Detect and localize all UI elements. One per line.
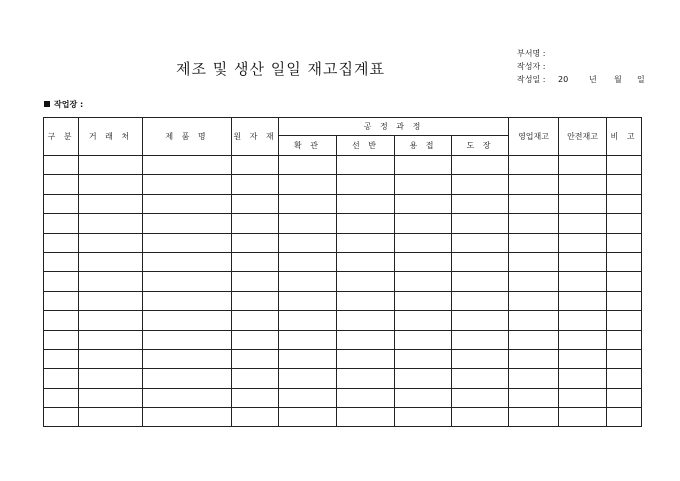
- table-cell[interactable]: [44, 233, 79, 252]
- table-cell[interactable]: [143, 272, 232, 291]
- table-row: [44, 349, 642, 368]
- table-cell[interactable]: [44, 194, 79, 213]
- table-cell[interactable]: [143, 330, 232, 349]
- table-cell[interactable]: [559, 291, 607, 310]
- table-cell[interactable]: [79, 233, 143, 252]
- table-cell[interactable]: [44, 272, 79, 291]
- table-cell[interactable]: [607, 408, 642, 427]
- table-cell[interactable]: [232, 214, 279, 233]
- table-row: [44, 233, 642, 252]
- table-cell[interactable]: [452, 349, 509, 368]
- table-cell[interactable]: [232, 408, 279, 427]
- table-cell[interactable]: [44, 311, 79, 330]
- table-cell[interactable]: [452, 311, 509, 330]
- table-cell[interactable]: [337, 156, 395, 175]
- table-cell[interactable]: [337, 349, 395, 368]
- table-cell[interactable]: [395, 175, 452, 194]
- table-cell[interactable]: [79, 291, 143, 310]
- table-cell[interactable]: [509, 272, 559, 291]
- table-cell[interactable]: [44, 156, 79, 175]
- table-cell[interactable]: [279, 214, 337, 233]
- table-cell[interactable]: [279, 272, 337, 291]
- table-cell[interactable]: [279, 252, 337, 271]
- table-cell[interactable]: [452, 194, 509, 213]
- header-painting: 도 장: [452, 136, 509, 156]
- header-welding: 용 접: [395, 136, 452, 156]
- table-cell[interactable]: [44, 349, 79, 368]
- table-cell[interactable]: [509, 330, 559, 349]
- table-cell[interactable]: [395, 233, 452, 252]
- table-cell[interactable]: [395, 330, 452, 349]
- table-cell[interactable]: [337, 233, 395, 252]
- table-cell[interactable]: [44, 330, 79, 349]
- table-cell[interactable]: [79, 272, 143, 291]
- table-cell[interactable]: [232, 272, 279, 291]
- table-cell[interactable]: [279, 291, 337, 310]
- header-material: 원 자 재: [232, 118, 279, 156]
- inventory-table: [43, 117, 642, 427]
- table-cell[interactable]: [44, 388, 79, 407]
- table-cell[interactable]: [395, 194, 452, 213]
- table-cell[interactable]: [559, 233, 607, 252]
- table-cell[interactable]: [44, 369, 79, 388]
- table-cell[interactable]: [79, 330, 143, 349]
- table-cell[interactable]: [232, 175, 279, 194]
- table-cell[interactable]: [509, 349, 559, 368]
- table-cell[interactable]: [452, 252, 509, 271]
- table-cell[interactable]: [559, 408, 607, 427]
- table-cell[interactable]: [395, 408, 452, 427]
- table-cell[interactable]: [44, 214, 79, 233]
- table-cell[interactable]: [607, 194, 642, 213]
- table-cell[interactable]: [509, 233, 559, 252]
- table-cell[interactable]: [559, 272, 607, 291]
- table-row: [44, 252, 642, 271]
- table-cell[interactable]: [279, 408, 337, 427]
- table-cell[interactable]: [509, 369, 559, 388]
- table-cell[interactable]: [143, 233, 232, 252]
- table-cell[interactable]: [607, 272, 642, 291]
- table-cell[interactable]: [232, 291, 279, 310]
- table-cell[interactable]: [337, 388, 395, 407]
- table-cell[interactable]: [79, 349, 143, 368]
- table-cell[interactable]: [509, 291, 559, 310]
- table-cell[interactable]: [607, 291, 642, 310]
- table-cell[interactable]: [279, 388, 337, 407]
- table-row: [44, 291, 642, 310]
- table-cell[interactable]: [143, 175, 232, 194]
- table-cell[interactable]: [79, 156, 143, 175]
- table-cell[interactable]: [607, 156, 642, 175]
- table-cell[interactable]: [509, 388, 559, 407]
- table-row: [44, 369, 642, 388]
- table-cell[interactable]: [79, 214, 143, 233]
- table-cell[interactable]: [337, 369, 395, 388]
- table-cell[interactable]: [337, 175, 395, 194]
- header-client: 거 래 처: [79, 118, 143, 156]
- table-cell[interactable]: [337, 252, 395, 271]
- table-cell[interactable]: [607, 252, 642, 271]
- table-cell[interactable]: [607, 349, 642, 368]
- table-cell[interactable]: [44, 175, 79, 194]
- table-cell[interactable]: [279, 194, 337, 213]
- table-cell[interactable]: [337, 214, 395, 233]
- table-cell[interactable]: [559, 175, 607, 194]
- header-remarks: 비 고: [607, 118, 642, 156]
- table-row: [44, 156, 642, 175]
- table-cell[interactable]: [559, 252, 607, 271]
- table-cell[interactable]: [395, 349, 452, 368]
- date-year-unit: 년: [589, 75, 597, 84]
- table-cell[interactable]: [337, 408, 395, 427]
- table-cell[interactable]: [279, 330, 337, 349]
- table-cell[interactable]: [559, 349, 607, 368]
- table-cell[interactable]: [395, 311, 452, 330]
- table-cell[interactable]: [559, 156, 607, 175]
- header-expansion: 확 관: [279, 136, 337, 156]
- table-cell[interactable]: [395, 214, 452, 233]
- table-cell[interactable]: [232, 156, 279, 175]
- table-cell[interactable]: [509, 175, 559, 194]
- table-cell[interactable]: [79, 252, 143, 271]
- table-cell[interactable]: [337, 272, 395, 291]
- table-cell[interactable]: [79, 194, 143, 213]
- table-row: [44, 272, 642, 291]
- table-cell[interactable]: [452, 156, 509, 175]
- table-cell[interactable]: [232, 388, 279, 407]
- table-cell[interactable]: [44, 291, 79, 310]
- table-cell[interactable]: [395, 388, 452, 407]
- table-cell[interactable]: [559, 311, 607, 330]
- table-cell[interactable]: [607, 388, 642, 407]
- table-row: [44, 408, 642, 427]
- table-cell[interactable]: [452, 291, 509, 310]
- square-bullet-icon: [44, 101, 50, 107]
- table-cell[interactable]: [143, 388, 232, 407]
- table-cell[interactable]: [607, 214, 642, 233]
- table-cell[interactable]: [452, 369, 509, 388]
- header-lathe: 선 반: [337, 136, 395, 156]
- table-cell[interactable]: [79, 369, 143, 388]
- table-cell[interactable]: [452, 330, 509, 349]
- table-cell[interactable]: [79, 388, 143, 407]
- table-cell[interactable]: [559, 214, 607, 233]
- table-cell[interactable]: [452, 214, 509, 233]
- table-cell[interactable]: [509, 311, 559, 330]
- table-cell[interactable]: [559, 194, 607, 213]
- table-cell[interactable]: [44, 252, 79, 271]
- table-cell[interactable]: [79, 408, 143, 427]
- table-cell[interactable]: [337, 311, 395, 330]
- author-label: 작성자 :: [517, 62, 546, 71]
- table-cell[interactable]: [452, 175, 509, 194]
- table-cell[interactable]: [509, 252, 559, 271]
- table-cell[interactable]: [337, 291, 395, 310]
- table-cell[interactable]: [509, 156, 559, 175]
- header-process: 공 정 과 정: [279, 118, 509, 136]
- table-cell[interactable]: [232, 233, 279, 252]
- header-category: 구 분: [44, 118, 79, 156]
- department-label: 부서명 :: [517, 49, 546, 58]
- table-cell[interactable]: [395, 156, 452, 175]
- author-field: [517, 61, 545, 72]
- table-cell[interactable]: [337, 330, 395, 349]
- table-cell[interactable]: [79, 311, 143, 330]
- table-cell[interactable]: [559, 369, 607, 388]
- header-product: 제 품 명: [143, 118, 232, 156]
- table-cell[interactable]: [143, 408, 232, 427]
- table-cell[interactable]: [607, 233, 642, 252]
- table-cell[interactable]: [279, 156, 337, 175]
- table-cell[interactable]: [232, 349, 279, 368]
- table-cell[interactable]: [279, 311, 337, 330]
- document-title: 제조 및 생산 일일 재고집계표: [176, 60, 385, 78]
- table-cell[interactable]: [279, 175, 337, 194]
- table-cell[interactable]: [279, 349, 337, 368]
- table-cell[interactable]: [607, 311, 642, 330]
- department-field: [517, 48, 545, 59]
- table-row: [44, 194, 642, 213]
- table-cell[interactable]: [143, 252, 232, 271]
- workplace-label: 작업장 :: [54, 100, 84, 109]
- table-cell[interactable]: [232, 311, 279, 330]
- table-row: [44, 214, 642, 233]
- table-cell[interactable]: [232, 252, 279, 271]
- table-cell[interactable]: [143, 311, 232, 330]
- table-cell[interactable]: [143, 291, 232, 310]
- table-cell[interactable]: [395, 369, 452, 388]
- table-cell[interactable]: [143, 349, 232, 368]
- header-sales-stock: 영업재고: [509, 118, 559, 156]
- date-month-unit: 월: [614, 75, 622, 84]
- workplace-field: [44, 99, 83, 110]
- table-cell[interactable]: [79, 175, 143, 194]
- table-cell[interactable]: [337, 194, 395, 213]
- table-cell[interactable]: [143, 156, 232, 175]
- date-day-unit: 일: [637, 75, 645, 84]
- table-cell[interactable]: [607, 330, 642, 349]
- table-cell[interactable]: [143, 369, 232, 388]
- table-cell[interactable]: [559, 330, 607, 349]
- date-field: [517, 74, 645, 85]
- table-row: [44, 388, 642, 407]
- header-safety-stock: 안전재고: [559, 118, 607, 156]
- table-row: [44, 311, 642, 330]
- date-label: 작성일 :: [517, 75, 546, 84]
- table-cell[interactable]: [452, 272, 509, 291]
- table-cell[interactable]: [232, 194, 279, 213]
- table-cell[interactable]: [509, 194, 559, 213]
- table-cell[interactable]: [395, 272, 452, 291]
- table-cell[interactable]: [452, 388, 509, 407]
- table-cell[interactable]: [232, 330, 279, 349]
- table-cell[interactable]: [559, 388, 607, 407]
- header-row: [44, 118, 642, 136]
- table-cell[interactable]: [395, 252, 452, 271]
- table-cell[interactable]: [452, 408, 509, 427]
- table-cell[interactable]: [44, 408, 79, 427]
- table-row: [44, 175, 642, 194]
- table-cell[interactable]: [607, 175, 642, 194]
- table-row: [44, 330, 642, 349]
- table-cell[interactable]: [232, 369, 279, 388]
- table-cell[interactable]: [395, 291, 452, 310]
- table-cell[interactable]: [607, 369, 642, 388]
- table-cell[interactable]: [143, 194, 232, 213]
- table-cell[interactable]: [509, 214, 559, 233]
- table-cell[interactable]: [279, 233, 337, 252]
- table-cell[interactable]: [143, 214, 232, 233]
- date-year: 20: [558, 75, 569, 84]
- table-cell[interactable]: [452, 233, 509, 252]
- table-cell[interactable]: [509, 408, 559, 427]
- table-cell[interactable]: [279, 369, 337, 388]
